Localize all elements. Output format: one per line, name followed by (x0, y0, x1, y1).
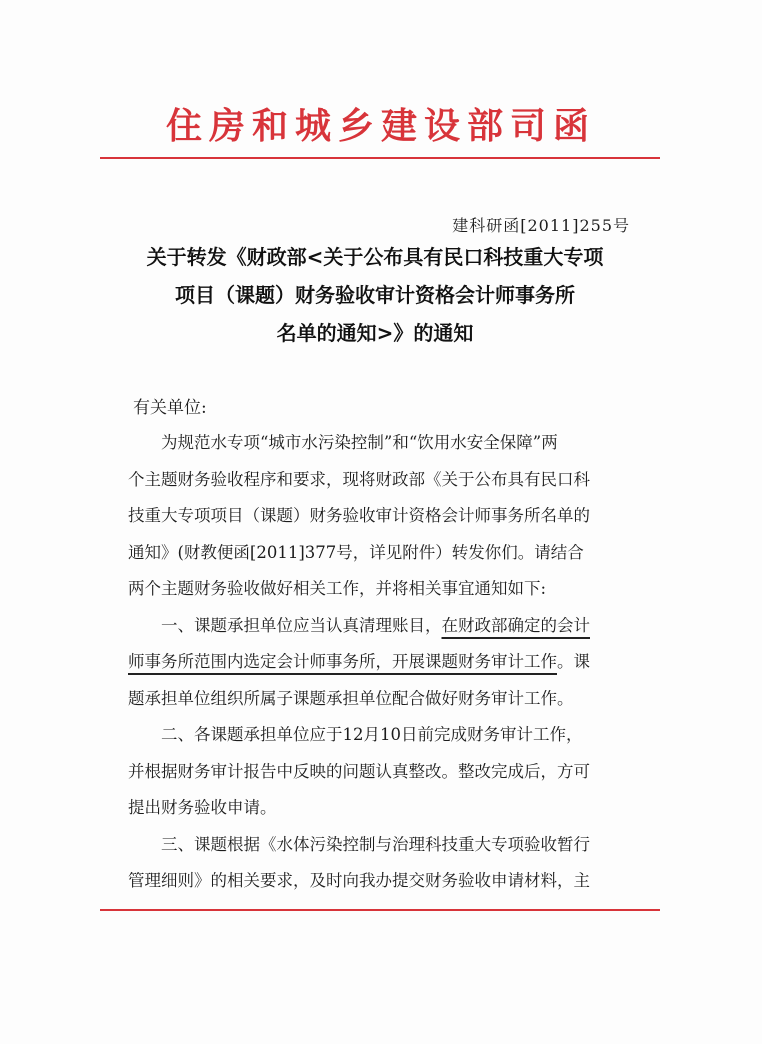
body-line-text: 。课 (557, 652, 590, 671)
letterhead-red-rule (100, 157, 660, 159)
body-line: 提出财务验收申请。 (128, 798, 277, 817)
handwritten-underline-text: 师事务所范围内选定会计师事务所，开展课题财务审计工作 (128, 652, 557, 671)
body-line: 技重大专项项目（课题）财务验收审计资格会计师事务所名单的 (128, 506, 590, 525)
document-number: 建科研函[2011]255号 (452, 216, 630, 235)
body-line-text: 一、课题承担单位应当认真清理账目， (128, 615, 442, 635)
document-title (110, 238, 640, 352)
body-line (128, 608, 618, 645)
body-line (128, 644, 618, 681)
body-line: 并根据财务审计报告中反映的问题认真整改。整改完成后，方可 (128, 761, 590, 781)
body-line: 为规范水专项“城市水污染控制”和“饮用水安全保障”两 (128, 433, 558, 452)
body-line: 三、课题根据《水体污染控制与治理科技重大专项验收暂行 (128, 834, 590, 854)
handwritten-underline-text: 在财政部确定的会计 (441, 615, 590, 635)
body-line: 通知》(财教便函[2011]377号，详见附件）转发你们。请结合 (128, 542, 584, 562)
body-line: 管理细则》的相关要求，及时向我办提交财务验收申请材料，主 (128, 871, 590, 890)
footer-red-rule (100, 909, 660, 911)
title-line: 项目（课题）财务验收审计资格会计师事务所 (175, 283, 575, 307)
body-line: 题承担单位组织所属子课题承担单位配合做好财务审计工作。 (128, 688, 574, 708)
letterhead-title: 住房和城乡建设部司函 (165, 105, 596, 147)
body-line: 个主题财务验收程序和要求，现将财政部《关于公布具有民口科 (128, 469, 590, 489)
body-line: 两个主题财务验收做好相关工作，并将相关事宜通知如下: (128, 579, 547, 598)
body-line: 二、各课题承担单位应于12月10日前完成财务审计工作， (128, 725, 583, 744)
title-line: 关于转发《财政部<关于公布具有民口科技重大专项 (146, 245, 604, 269)
title-line: 名单的通知>》的通知 (276, 321, 474, 345)
salutation: 有关单位: (133, 398, 207, 418)
body-text (128, 425, 618, 900)
